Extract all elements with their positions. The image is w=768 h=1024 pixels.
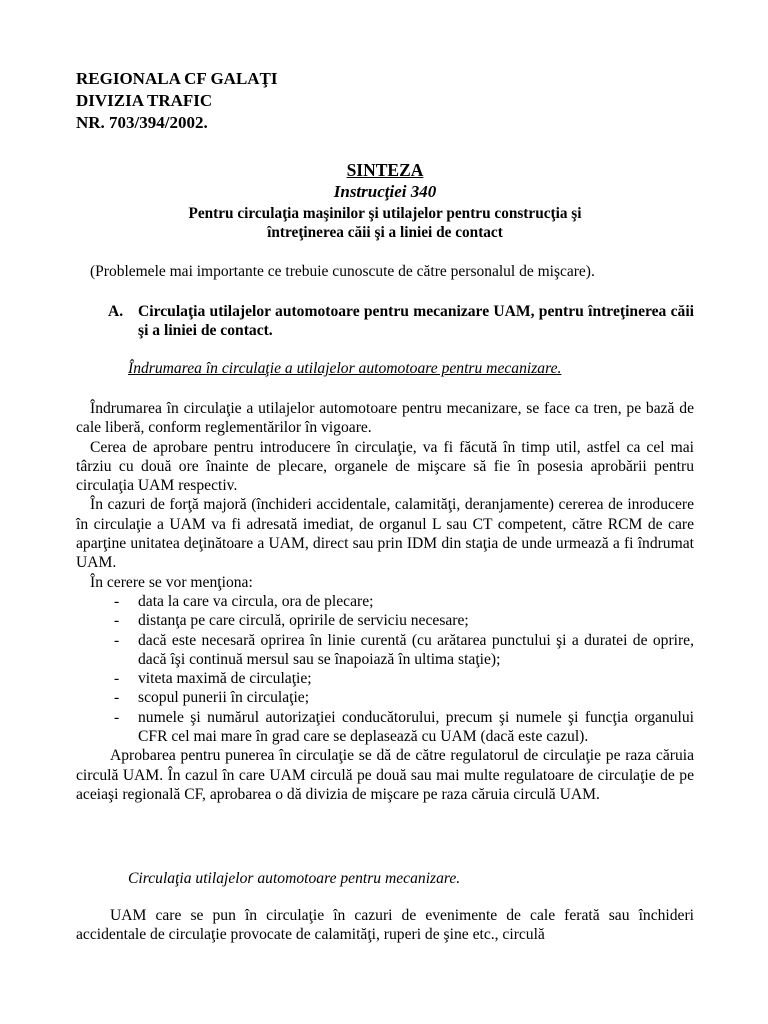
subheading-circulation: Circulaţia utilajelor automotoare pentru mecanizare. [128,870,461,887]
paragraph: Îndrumarea în circulaţie a utilajelor automotoare pentru mecanizare, se face ca tren, pe bază de cale liberă, conform reglementărilor în vigoare. [76,400,694,437]
list-item-text: distanţa pe care circulă, opririle de serviciu necesare; [138,612,469,630]
header-organization: REGIONALA CF GALAŢI [76,69,278,88]
body-section-1 [76,399,694,804]
list-item [76,669,694,688]
paragraph: Cerea de aprobare pentru introducere în circulaţie, va fi făcută în timp util, astfel ca cel mai târziu cu două ore înainte de plecare, organele de mişcare să fie în posesia aprobării pentru circulaţia UAM respectiv. [76,438,694,495]
list-item [76,611,694,630]
paragraph: În cerere se vor menţiona: [90,573,253,591]
subheading-guidance: Îndrumarea în circulaţie a utilajelor automotoare pentru mecanizare. [128,360,562,377]
list-dash: - [114,689,120,707]
paragraph: UAM care se pun în circulaţie în cazuri de evenimente de cale ferată sau închideri accidentale de circulaţie provocate de calamităţi, ruperi de şine etc., circulă [76,907,694,944]
description-line-2: întreţinerea căii şi a liniei de contact [267,224,503,241]
description-line-1: Pentru circulaţia maşinilor şi utilajelor pentru construcţia şi [188,205,582,222]
list-item-text: data la care va circula, ora de plecare; [138,592,374,610]
list-dash: - [114,631,120,649]
list-dash: - [114,592,120,610]
list-item-text: dacă este necesară oprirea în linie curentă (cu arătarea punctului şi a duratei de oprire, dacă îşi continuă mersul sau se înapoiază în ultima staţie); [138,631,694,668]
document-title: SINTEZA [346,160,424,180]
list-item-text: scopul punerii în circulaţie; [138,689,310,707]
body-section-2 [76,906,694,945]
request-requirements-list [76,592,694,746]
list-item [76,631,694,670]
document-subtitle: Instrucţiei 340 [333,182,437,201]
list-dash: - [114,708,120,726]
document-description [76,204,694,242]
header-number: NR. 703/394/2002. [76,113,208,132]
list-item [76,688,694,707]
list-item-text: numele şi numărul autorizaţiei conducătorului, precum şi numele şi funcţia organului CFR cel mai mare în grad care se deplasează cu UAM (dacă este cazul). [138,708,694,746]
paragraph: În cazuri de forţă majoră (închideri accidentale, calamităţi, deranjamente) cererea de inroducere în circulaţie a UAM va fi adresată imediat, de organul L sau CT competent, către RCM de care aparţine unitatea deţinătoare a UAM, direct sau prin IDM din staţia de unde urmează a fi îndrumat UAM. [76,496,694,572]
document-header [76,68,278,134]
intro-note: (Problemele mai importante ce trebuie cunoscute de către personalul de mişcare). [90,263,595,280]
list-item [76,708,694,747]
list-dash: - [114,670,120,688]
section-a-heading [108,302,694,340]
paragraph: Aprobarea pentru punerea în circulaţie se dă de către regulatorul de circulaţie pe raza căruia circulă UAM. În cazul în care UAM circulă pe două sau mai multe regulatoare de circulaţie de pe aceiaşi regională CF, aprobarea o dă divizia de mişcare pe raza căruia circulă UAM. [76,747,694,803]
section-a-label: A. [108,303,124,320]
list-dash: - [114,612,120,630]
list-item [76,592,694,611]
section-a-text: Circulaţia utilajelor automotoare pentru mecanizare UAM, pentru întreţinerea căii şi a liniei de contact. [138,303,694,339]
list-item-text: viteta maximă de circulaţie; [138,670,312,688]
header-division: DIVIZIA TRAFIC [76,91,213,110]
